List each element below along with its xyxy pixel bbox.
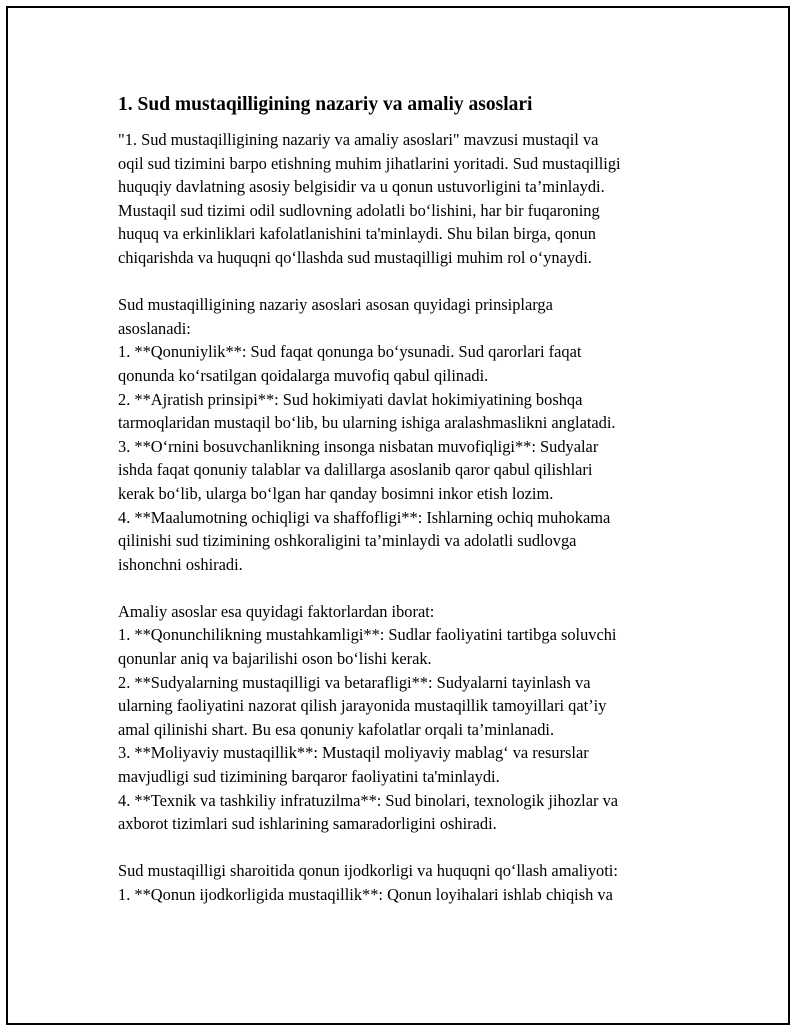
list-item-line: qonunlar aniq va bajarilishi oson bo‘lishi kerak. bbox=[118, 649, 432, 669]
text-line: Mustaqil sud tizimi odil sudlovning adolatli bo‘lishini, har bir fuqaroning bbox=[118, 200, 600, 220]
text-line: oqil sud tizimini barpo etishning muhim jihatlarini yoritadi. Sud mustaqilligi bbox=[118, 153, 621, 173]
paragraph-lawmaking-practice bbox=[118, 859, 698, 906]
list-item-line: qilinishi sud tizimining oshkoraligini ta’minlaydi va adolatli sudlovga bbox=[118, 531, 577, 551]
list-item-line: kerak bo‘lib, ularga bo‘lgan har qanday bosimni inkor etish lozim. bbox=[118, 483, 554, 503]
text-line: Sud mustaqilligi sharoitida qonun ijodkorligi va huquqni qo‘llash amaliyoti: bbox=[118, 861, 618, 881]
text-line: asoslanadi: bbox=[118, 318, 191, 338]
paragraph-practical-factors bbox=[118, 600, 698, 836]
text-line: huquqiy davlatning asosiy belgisidir va u qonun ustuvorligini ta’minlaydi. bbox=[118, 177, 605, 197]
list-item-line: qonunda ko‘rsatilgan qoidalarga muvofiq qabul qilinadi. bbox=[118, 365, 489, 385]
list-item-line: axborot tizimlari sud ishlarining samaradorligini oshiradi. bbox=[118, 814, 497, 834]
document-heading: 1. Sud mustaqilligining nazariy va amaliy asoslari bbox=[118, 94, 533, 115]
list-item-line: 3. **Moliyaviy mustaqillik**: Mustaqil moliyaviy mablag‘ va resurslar bbox=[118, 743, 589, 763]
list-item-line: ularning faoliyatini nazorat qilish jarayonida mustaqillik tamoyillari qat’iy bbox=[118, 696, 607, 716]
text-line: Sud mustaqilligining nazariy asoslari asosan quyidagi prinsiplarga bbox=[118, 295, 553, 315]
list-item-line: 1. **Qonun ijodkorligida mustaqillik**: Qonun loyihalari ishlab chiqish va bbox=[118, 885, 613, 904]
list-item-line: 3. **O‘rnini bosuvchanlikning insonga nisbatan muvofiqligi**: Sudyalar bbox=[118, 436, 599, 456]
list-item-line: 4. **Texnik va tashkiliy infratuzilma**: Sud binolari, texnologik jihozlar va bbox=[118, 790, 619, 810]
list-item-line: 1. **Qonunchilikning mustahkamligi**: Sudlar faoliyatini tartibga soluvchi bbox=[118, 625, 617, 645]
list-item-line: 4. **Maalumotning ochiqligi va shaffofligi**: Ishlarning ochiq muhokama bbox=[118, 507, 611, 527]
paragraph-theoretical-principles bbox=[118, 293, 698, 576]
text-line: huquq va erkinliklari kafolatlanishini ta'minlaydi. Shu bilan birga, qonun bbox=[118, 224, 596, 244]
list-item-line: mavjudligi sud tizimining barqaror faoliyatini ta'minlaydi. bbox=[118, 767, 500, 787]
list-item-line: 2. **Ajratish prinsipi**: Sud hokimiyati davlat hokimiyatining boshqa bbox=[118, 389, 583, 409]
paragraph-intro bbox=[118, 128, 698, 270]
list-item-line: amal qilinishi shart. Bu esa qonuniy kafolatlar orqali ta’minlanadi. bbox=[118, 719, 555, 739]
text-line: Amaliy asoslar esa quyidagi faktorlardan iborat: bbox=[118, 601, 435, 621]
list-item-line: 2. **Sudyalarning mustaqilligi va betarafligi**: Sudyalarni tayinlash va bbox=[118, 672, 591, 692]
text-line: chiqarishda va huquqni qo‘llashda sud mustaqilligi muhim rol o‘ynaydi. bbox=[118, 247, 592, 267]
list-item-line: tarmoqlaridan mustaqil bo‘lib, bu ularning ishiga aralashmaslikni anglatadi. bbox=[118, 413, 616, 433]
text-line: "1. Sud mustaqilligining nazariy va amaliy asoslari" mavzusi mustaqil va bbox=[118, 130, 599, 149]
document-body bbox=[118, 92, 698, 930]
list-item-line: ishonchni oshiradi. bbox=[118, 554, 243, 574]
list-item-line: ishda faqat qonuniy talablar va dalillarga asoslanib qaror qabul qilishlari bbox=[118, 460, 593, 480]
list-item-line: 1. **Qonuniylik**: Sud faqat qonunga bo‘ysunadi. Sud qarorlari faqat bbox=[118, 342, 582, 362]
